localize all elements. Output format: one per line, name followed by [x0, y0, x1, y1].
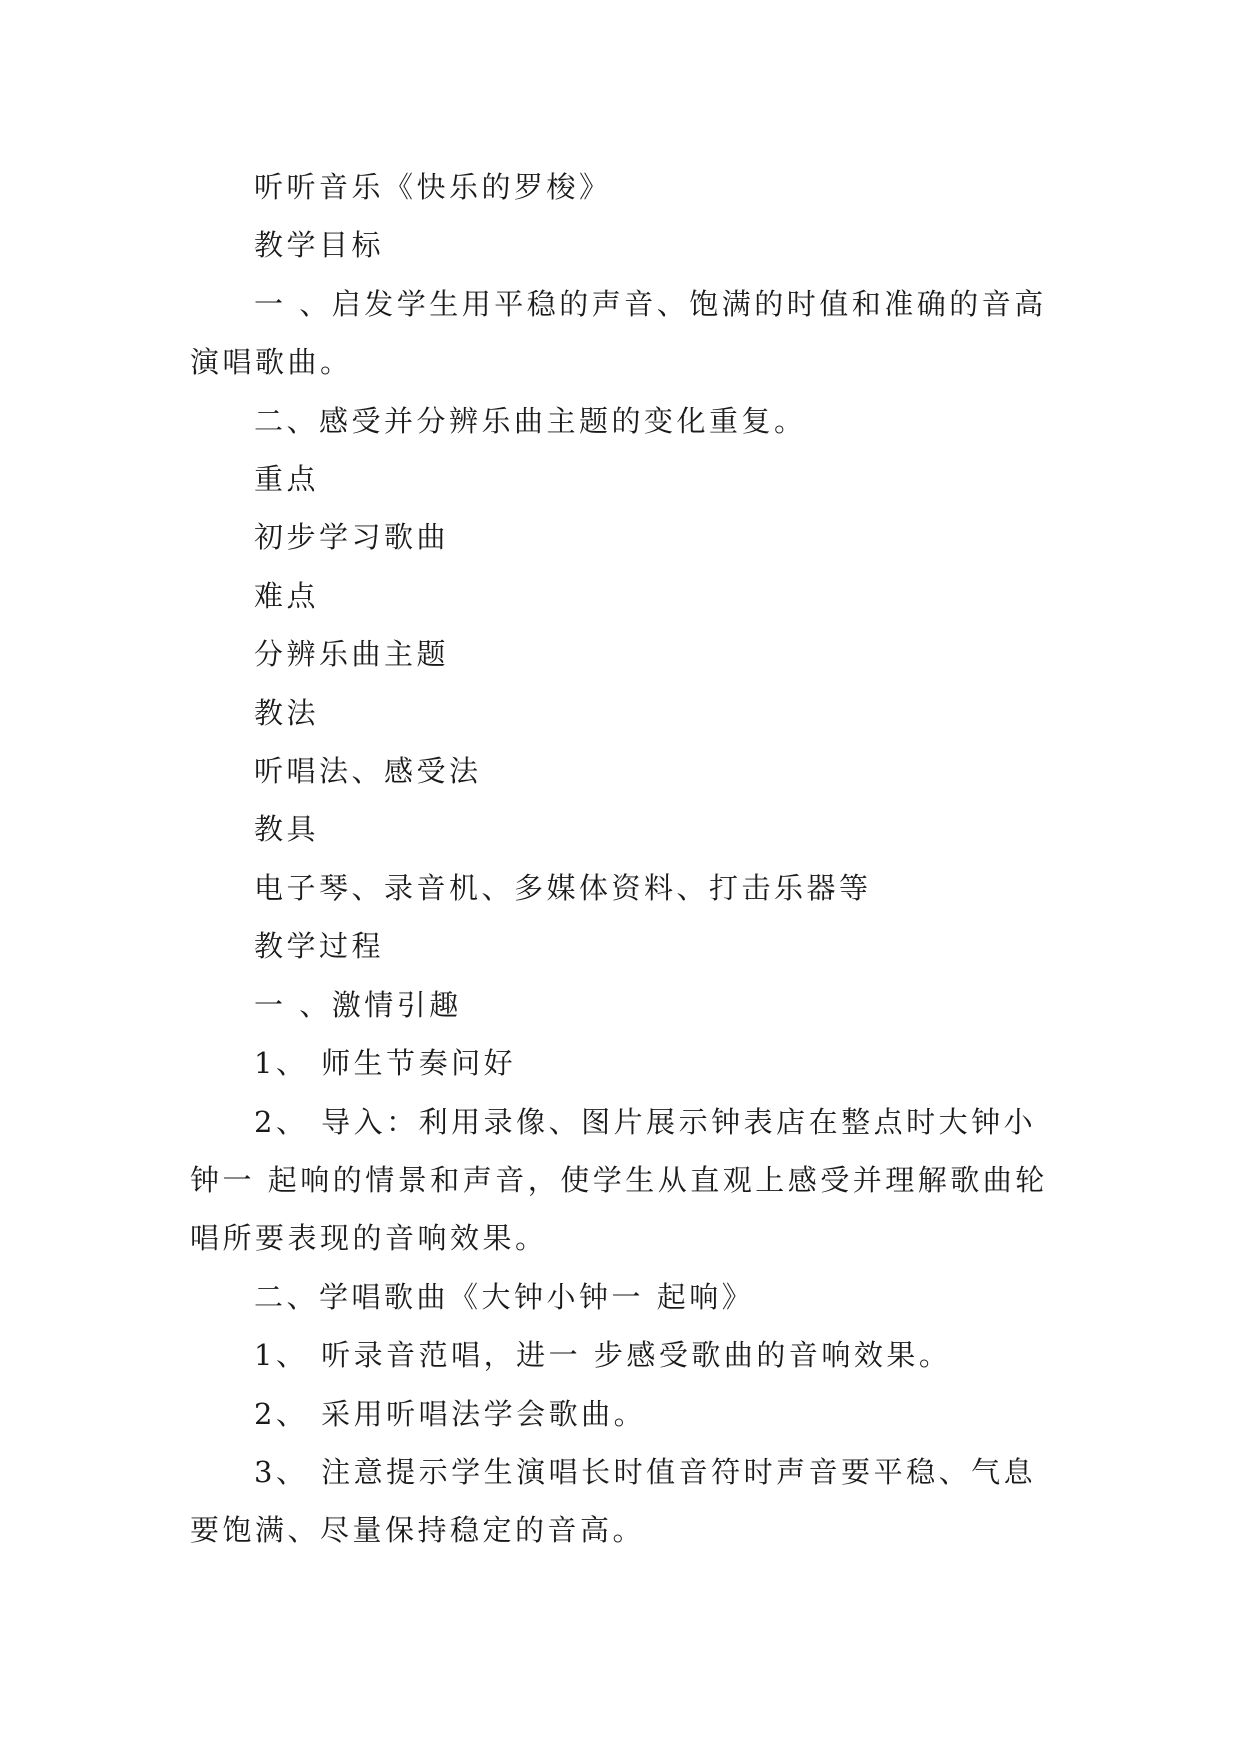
lesson-title: 听听音乐《快乐的罗梭》 [254, 170, 612, 204]
goal-item-1: 一 、启发学生用平稳的声音、饱满的时值和准确的音高演唱歌曲。 [190, 286, 1047, 380]
difficulties-text: 分辨乐曲主题 [254, 637, 450, 672]
section-1-step-2: 2、 导入：利用录像、图片展示钟表店在整点时大钟小钟一 起响的情景和声音，使学生从直观上感受并理解歌曲轮唱所要表现的音响效果。 [190, 1104, 1048, 1256]
section-1-heading: 一 、激情引趣 [254, 987, 462, 1022]
heading-methods: 教法 [254, 695, 320, 730]
section-2-heading: 二、学唱歌曲《大钟小钟一 起响》 [254, 1279, 755, 1314]
heading-teaching-process: 教学过程 [254, 929, 385, 964]
heading-teaching-aids: 教具 [254, 812, 320, 847]
heading-teaching-goals: 教学目标 [254, 228, 385, 263]
section-2-step-2: 2、 采用听唱法学会歌曲。 [254, 1396, 647, 1431]
section-2-step-1: 1、 听录音范唱，进一 步感受歌曲的音响效果。 [254, 1338, 952, 1373]
section-1-step-1: 1、 师生节奏问好 [254, 1046, 517, 1081]
key-points-text: 初步学习歌曲 [254, 520, 450, 555]
goal-item-2: 二、感受并分辨乐曲主题的变化重复。 [254, 403, 807, 438]
methods-text: 听唱法、感受法 [254, 754, 482, 789]
heading-key-points: 重点 [254, 462, 320, 497]
teaching-aids-text: 电子琴、录音机、多媒体资料、打击乐器等 [254, 870, 872, 905]
document-page [190, 158, 1052, 1560]
heading-difficulties: 难点 [254, 578, 320, 613]
section-2-step-3: 3、 注意提示学生演唱长时值音符时声音要平稳、气息要饱满、尽量保持稳定的音高。 [190, 1454, 1037, 1548]
